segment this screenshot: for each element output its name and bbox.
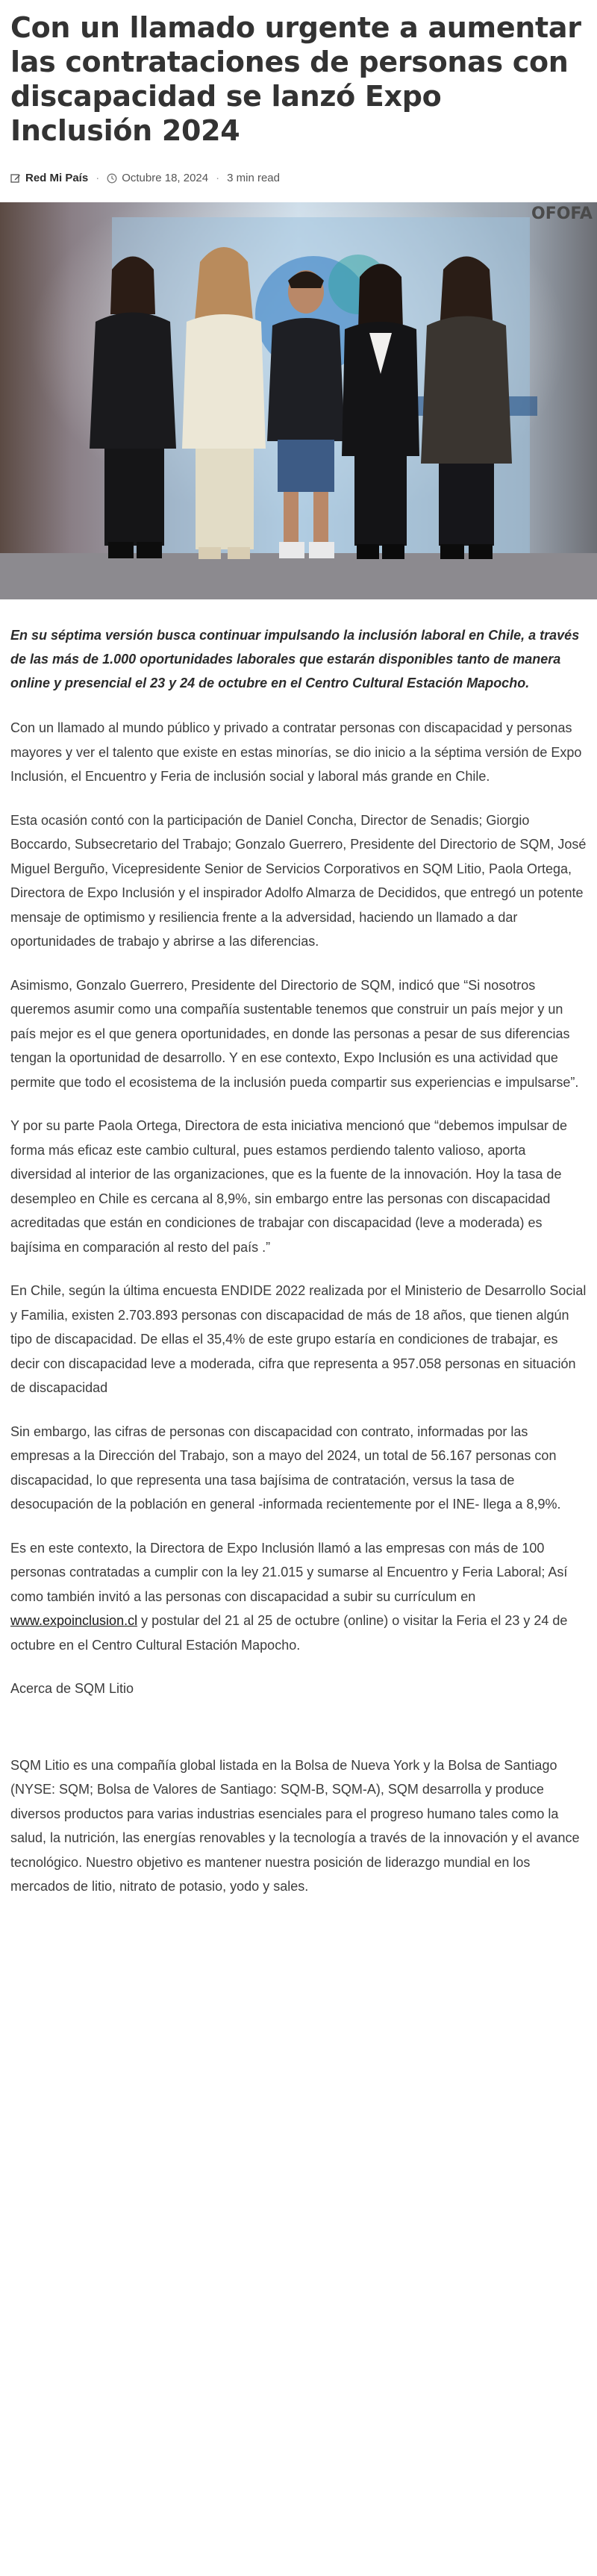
expoinclusion-link[interactable]: www.expoinclusion.cl bbox=[10, 1613, 138, 1628]
author-link[interactable]: Red Mi País bbox=[25, 172, 89, 184]
about-heading: Acerca de SQM Litio bbox=[10, 1681, 134, 1696]
meta-separator: · bbox=[96, 172, 100, 184]
paragraph-7 bbox=[10, 1536, 587, 1658]
article-lead: En su séptima versión busca continuar impulsando la inclusión laboral en Chile, a través de las más de 1.000 oportunidades laborales que estarán disponibles tanto de manera online y presencial el 23 y 24 de octubre en el Centro Cultural Estación Mapocho. bbox=[10, 628, 580, 690]
article-title: Con un llamado urgente a aumentar las contrataciones de personas con discapacidad se lanzó Expo Inclusión 2024 bbox=[10, 11, 581, 147]
paragraph-3: Asimismo, Gonzalo Guerrero, Presidente del Directorio de SQM, indicó que “Si nosotros queremos asumir como una compañía sustentable tenemos que construir un país mejor y un país mejor es el que genera oportunidades, en donde las personas a pesar de sus diferencias tengan la oportunidad de desarrollo. Y en ese contexto, Expo Inclusión es una actividad que permite que todo el ecosistema de la inclusión pueda compartir sus experiencias e impulsarse”. bbox=[10, 977, 579, 1090]
paragraph-7-before: Es en este contexto, la Directora de Expo Inclusión llamó a las empresas con más de 100 personas contratadas a cumplir con la ley 21.015 y sumarse al Encuentro y Feria Laboral; Así como también invitó a las personas con discapacidad a subir su currículum en bbox=[10, 1540, 568, 1604]
paragraph-7-after: y postular del 21 al 25 de octubre (online) o visitar la Feria el 23 y 24 de octubre en el Centro Cultural Estación Mapocho. bbox=[10, 1613, 568, 1653]
paragraph-2: Esta ocasión contó con la participación de Daniel Concha, Director de Senadis; Giorgio Boccardo, Subsecretario del Trabajo; Gonzalo Guerrero, Presidente del Directorio de SQM, José Miguel Berguño, Vicepresidente Senior de Servicios Corporativos en SQM Litio, Paola Ortega, Directora de Expo Inclusión y el inspirador Adolfo Almarza de Decididos, que entregó un potente mensaje de optimismo y resiliencia frente a la adversidad, haciendo un llamado a dar oportunidades de trabajo y abrirse a las diferencias. bbox=[10, 812, 587, 949]
meta-separator: · bbox=[216, 172, 220, 184]
paragraph-1: Con un llamado al mundo público y privado a contratar personas con discapacidad y personas mayores y ver el talento que existe en estas minorías, se dio inicio a la séptima versión de Expo Inclusión, el Encuentro y Feria de inclusión social y laboral más grande en Chile. bbox=[10, 720, 582, 784]
paragraph-4: Y por su parte Paola Ortega, Directora de esta iniciativa mencionó que “debemos impulsar de forma más eficaz este cambio cultural, pues estamos perdiendo talento valioso, aporta diversidad al interior de las organizaciones, que es la fuente de la innovación. Hoy la tasa de desempleo en Chile es cercana al 8,9%, sin embargo entre las personas con discapacidad acreditadas que están en condiciones de trabajar con discapacidad (leve a moderada) es bajísima en comparación al resto del país .” bbox=[10, 1118, 568, 1255]
edit-icon bbox=[10, 172, 21, 184]
paragraph-5: En Chile, según la última encuesta ENDIDE 2022 realizada por el Ministerio de Desarrollo Social y Familia, existen 2.703.893 personas con discapacidad de más de 18 años, que tienen algún tipo de discapacidad. De ellas el 35,4% de este grupo estaría en condiciones de trabajar, es decir con discapacidad leve a moderada, cifra que representa a 957.058 personas en situación de discapacidad bbox=[10, 1283, 587, 1395]
about-text: SQM Litio es una compañía global listada en la Bolsa de Nueva York y la Bolsa de Santiago (NYSE: SQM; Bolsa de Valores de Santiago: SQM-B, SQM-A), SQM desarrolla y produce diversos productos para varias industrias esenciales para el progreso humano tales como la salud, la nutrición, las energías renovables y la tecnología a través de la innovación y el avance tecnológico. Nuestro objetivo es mantener nuestra posición de liderazgo mundial en los mercados de litio, nitrato de potasio, yodo y sales. bbox=[10, 1757, 580, 1894]
article-meta bbox=[10, 172, 587, 184]
hero-banner-text: OFOFA bbox=[531, 205, 593, 223]
hero-photo bbox=[0, 202, 597, 599]
read-time: 3 min read bbox=[227, 172, 280, 184]
clock-icon bbox=[107, 172, 117, 184]
spacer bbox=[10, 1721, 587, 1753]
publish-date: Octubre 18, 2024 bbox=[122, 172, 209, 184]
paragraph-6: Sin embargo, las cifras de personas con discapacidad con contrato, informadas por las empresas a la Dirección del Trabajo, son a mayo del 2024, un total de 56.167 personas con discapacidad, lo que representa una tasa bajísima de contratación, versus la tasa de desocupación de la población en general -informada recientemente por el INE- llega a 8,9%. bbox=[10, 1423, 561, 1512]
